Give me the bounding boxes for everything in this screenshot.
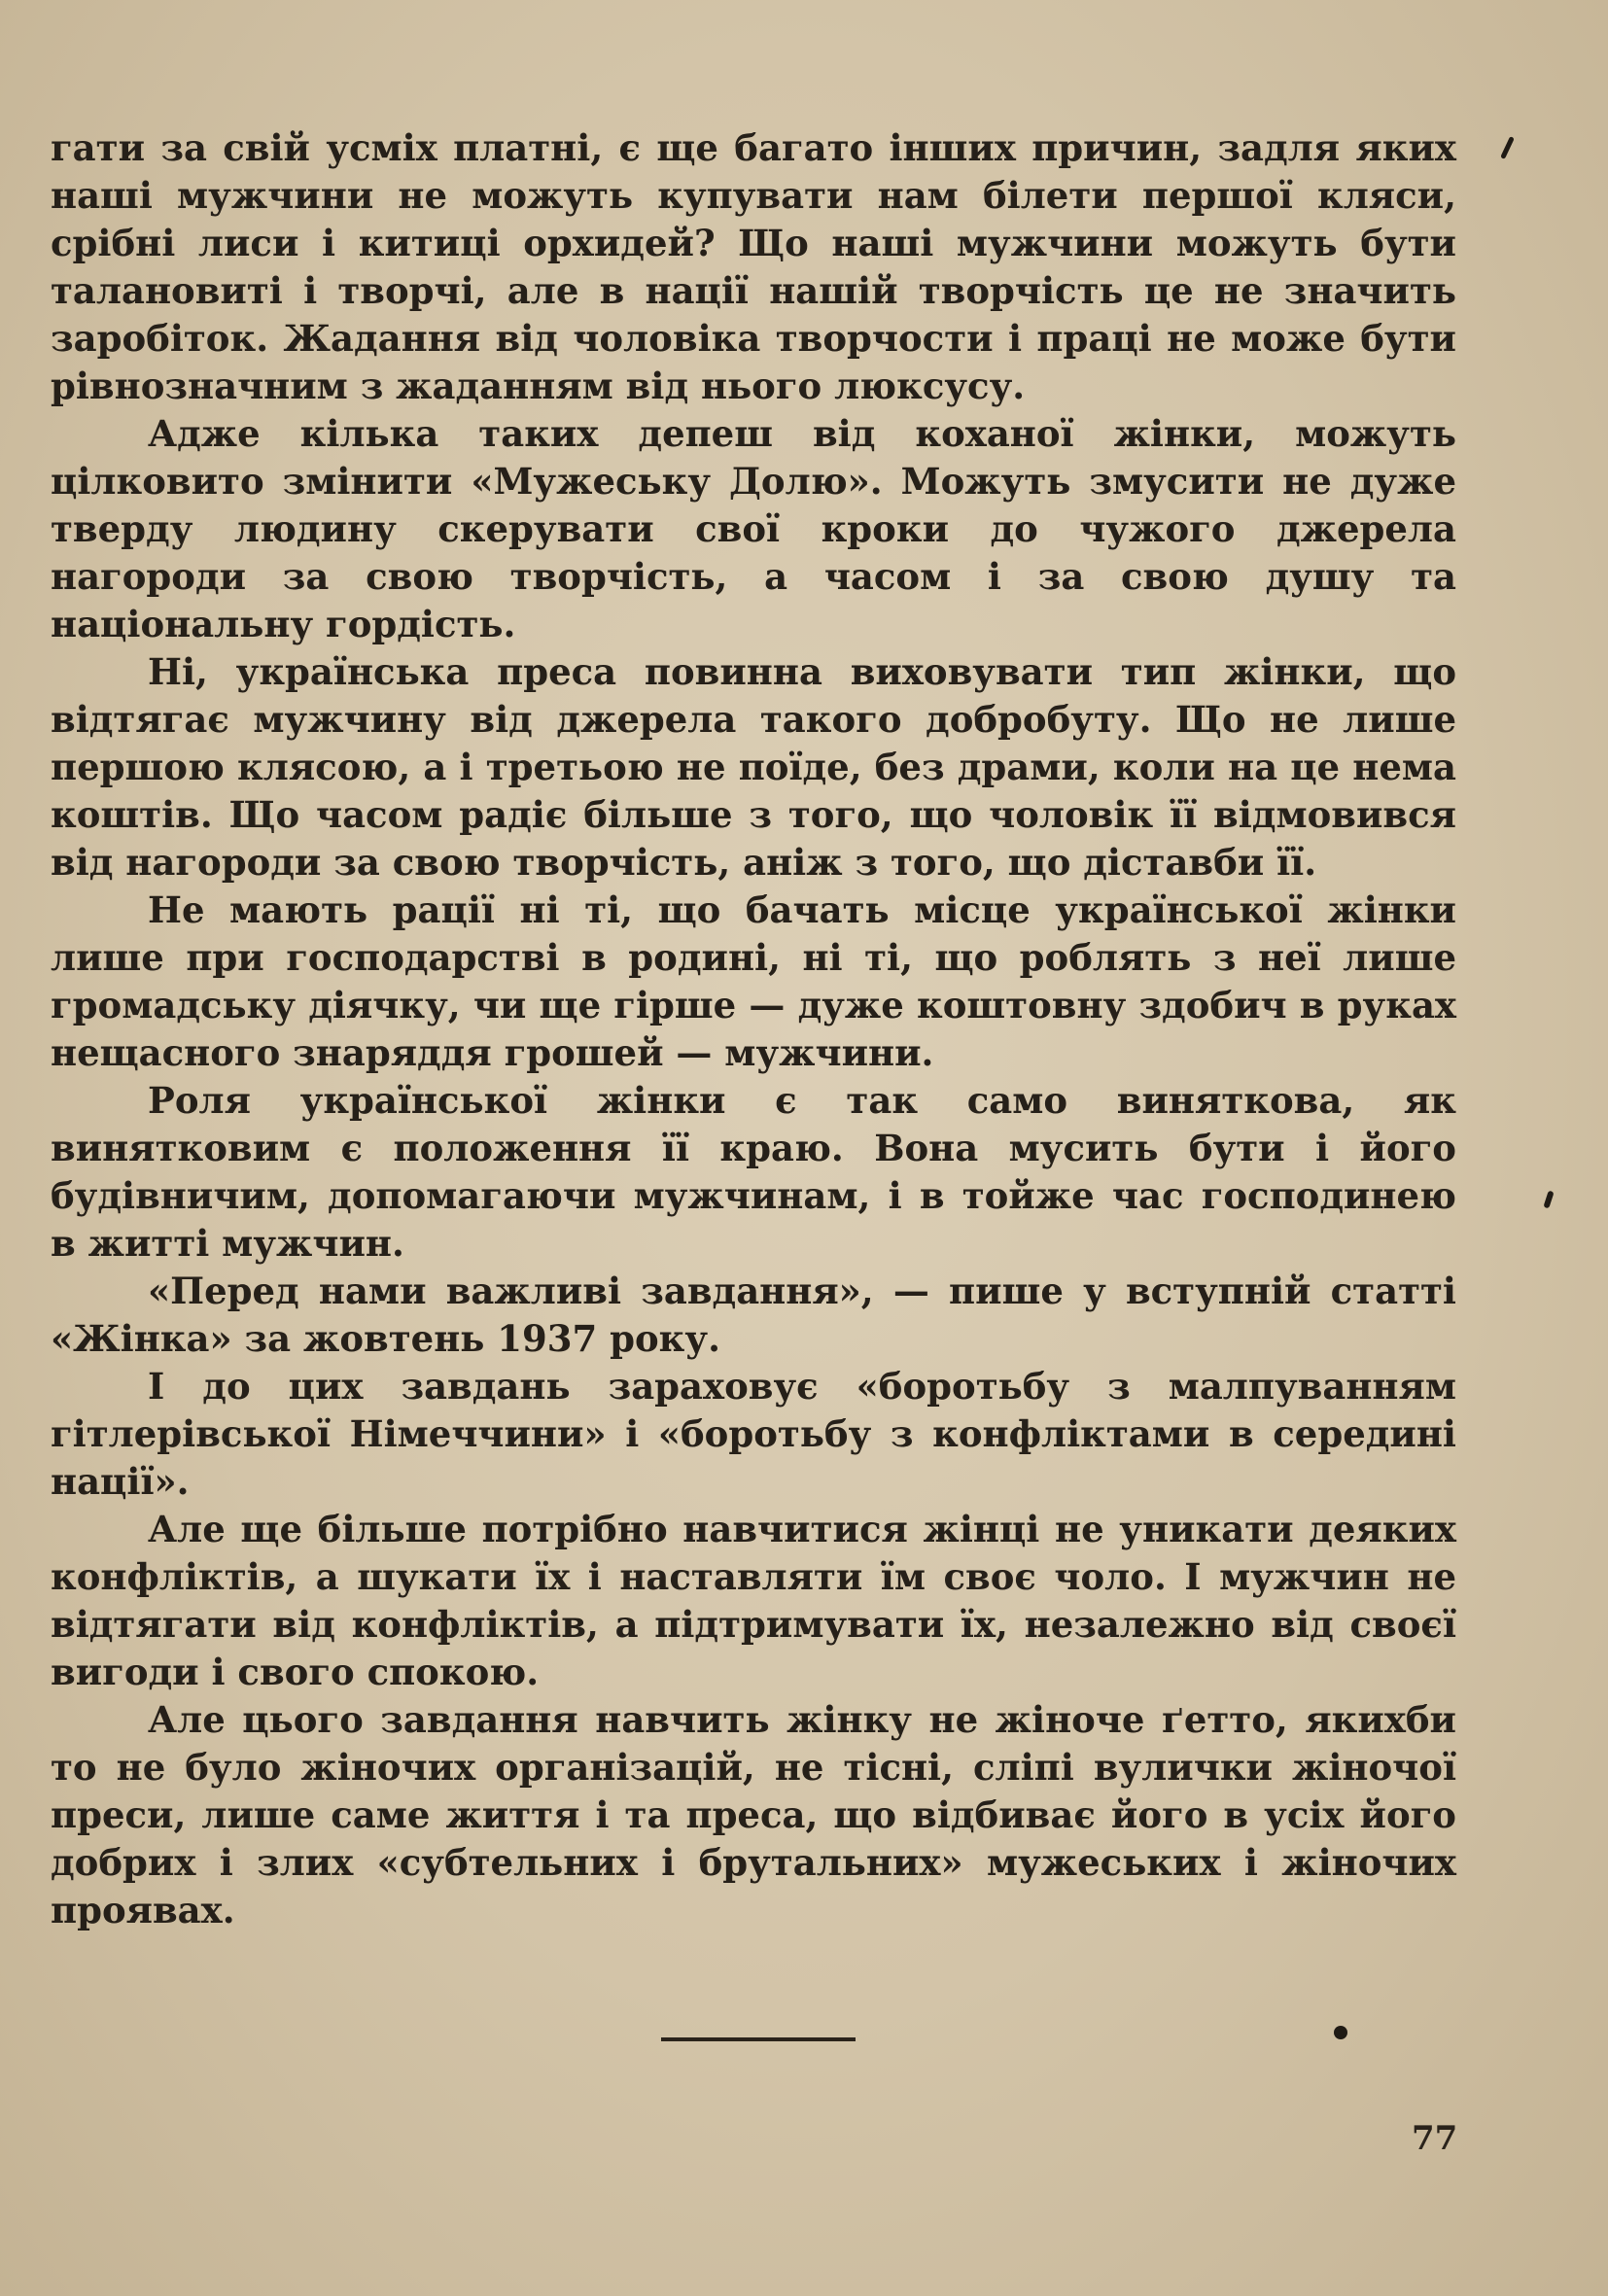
ink-speck	[1500, 136, 1515, 159]
paragraph-continuation: гати за свій усміх платні, є ще багато інших причин, задля яких наші мужчини не можуть купувати нам білети першої кляси, срібні лиси і китиці орхидей? Що наші мужчини можуть бути талановиті і творчі, але в нації нашій творчість це не значить заробіток. Жадання від чоловіка творчости і праці не може бути рівнозначним з жаданням від нього люксусу.	[51, 126, 1456, 407]
body-text	[51, 124, 1456, 1934]
paragraph: Ні, українська преса повинна виховувати тип жінки, що відтягає мужчину від джерела такого добробуту. Що не лише першою клясою, а і третьою не поїде, без драми, коли на це нема коштів. Що часом радіє більше з того, що чоловік її відмовився від нагороди за свою творчість, аніж з того, що діставби її.	[51, 650, 1456, 884]
paragraph: «Перед нами важливі завдання», — пише у вступній статті «Жінка» за жовтень 1937 року.	[51, 1270, 1456, 1360]
section-end-rule	[661, 2037, 856, 2041]
paragraph: Але цього завдання навчить жінку не жіноче ґетто, якихби то не було жіночих організацій, не тісні, сліпі вулички жіночої преси, лише саме життя і та преса, що відбиває його в усіх його добрих і злих «субтельних і брутальних» мужеських і жіночих проявах.	[51, 1698, 1456, 1931]
paragraph: Не мають рації ні ті, що бачать місце української жінки лише при господарстві в родині, ні ті, що роблять з неї лише громадську діячку, чи ще гірше — дуже коштовну здобич в руках нещасного знаряддя грошей — мужчини.	[51, 888, 1456, 1074]
paragraph: Роля української жінки є так само виняткова, як винятковим є положення її краю. Вона мусить бути і його будівничим, допомагаючи мужчинам, і в тойже час господинею в житті мужчин.	[51, 1079, 1456, 1265]
paragraph: Але ще більше потрібно навчитися жінці не уникати деяких конфліктів, а шукати їх і наставляти їм своє чоло. І мужчин не відтягати від конфліктів, а підтримувати їх, незалежно від своєї вигоди і свого спокою.	[51, 1508, 1456, 1693]
paragraph: І до цих завдань зараховує «боротьбу з малпуванням гітлерівської Німеччини» і «боротьбу з конфліктами в середині нації».	[51, 1365, 1456, 1503]
ink-speck	[1543, 1191, 1554, 1209]
paragraph: Адже кілька таких депеш від коханої жінки, можуть цілковито змінити «Мужеську Долю». Можуть змусити не дуже тверду людину скерувати свої кроки до чужого джерела нагороди за свою творчість, а часом і за свою душу та національну гордість.	[51, 412, 1456, 645]
page-number: 77	[1412, 2119, 1458, 2158]
ink-spot	[1334, 2026, 1347, 2039]
